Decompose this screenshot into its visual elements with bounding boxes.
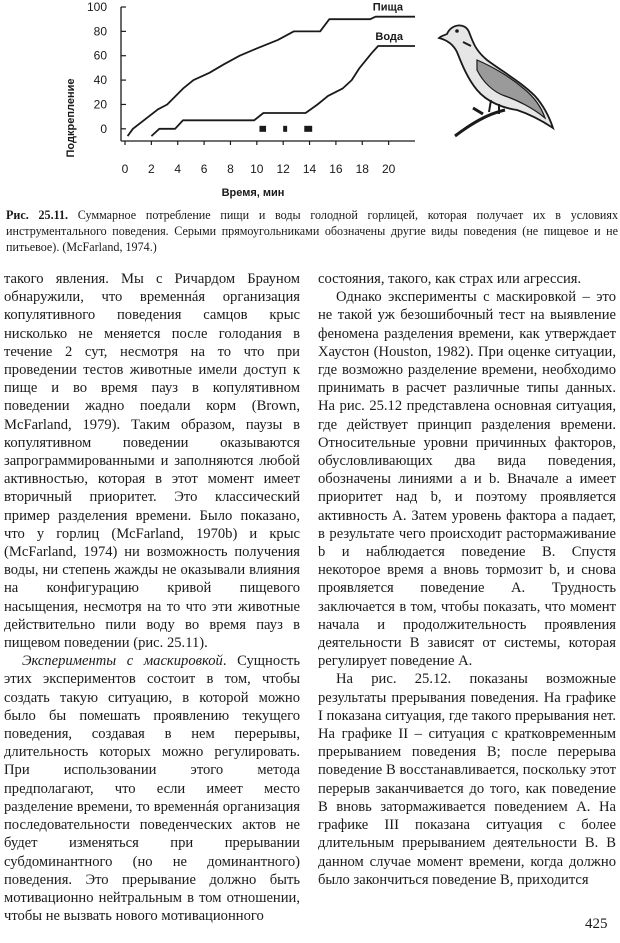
- y-tick-label: 100: [86, 0, 107, 14]
- other-activity-mark: [259, 126, 266, 132]
- x-tick-label: 18: [355, 162, 369, 176]
- section-heading-masking: Эксперименты с маскировкой: [22, 653, 223, 670]
- caption-text: Суммарное потребление пищи и воды голодной горлицей, которая получает их в условиях инструментального поведения. Серыми прямоугольниками обозначены другие виды поведения (не пищевое и не питьевое). (McFarland, 1974.): [6, 208, 618, 254]
- other-activity-mark: [283, 126, 287, 132]
- cumulative-intake-chart: [60, 0, 420, 205]
- x-tick-label: 0: [121, 162, 129, 176]
- right-paragraph-3: На рис. 25.12. показаны возможные результаты прерывания поведения. На графике I показана ситуация, где такого прерывания нет. На графике II – ситуация с кратковременным прерыванием поведения B; после перерыва поведение B восстанавливается, поскольку этот перерыв заканчивается до того, как поведение B вновь затормаживается поведением A. На графике III показана ситуация с более длительным прерыванием деятельности B. В данном случае момент времени, когда должно было закончиться поведение B, приходится: [318, 671, 616, 888]
- x-tick-label: 14: [302, 162, 317, 176]
- x-tick-label: 12: [276, 162, 290, 176]
- x-tick-label: 10: [250, 162, 264, 176]
- x-tick-label: 8: [227, 162, 234, 176]
- left-paragraph-2-body: . Сущность этих экспериментов состоит в том, чтобы создать такую ситуацию, в которой можно было бы помешать проявлению текущего поведения, создавая в нем перерывы, длительность которых можно регулировать. При использовании этого метода предполагают, что если имеет место разделение времени, то временнáя организация последовательности поведенческих актов не будет изменяться при прерывании субдоминантного (но не доминантного) поведения. Это прерывание должно быть мотивационно нейтральным в том отношении, чтобы не вызвать нового мотивационного: [4, 653, 300, 925]
- perch-branch: [455, 108, 505, 136]
- y-tick-label: 60: [93, 48, 107, 63]
- x-tick-label: 6: [200, 162, 208, 176]
- right-paragraph-2: Однако эксперименты с маскировкой – это не такой уж безошибочный тест на выявление феномена разделения времени, как утверждает Хаустон (Houston, 1982). При оценке ситуации, где возможно разделение времени, необходимо принимать в расчет различные типы данных. На рис. 25.12 представлена основная ситуация, где действует принцип разделения времени. Относительные уровни причинных факторов, обусловливающих два вида поведения, обозначены линиями a и b. Вначале a имеет приоритет над b, и поэтому проявляется активность A. Затем уровень фактора a падает, в результате чего происходит растормаживание b и наблюдается поведение B. Спустя некоторое время a вновь тормозит b, и снова проявляется поведение A. Трудность заключается в том, чтобы показать, что момент начала и продолжительность проявления деятельности B зависят от системы, которая регулирует поведение A.: [318, 289, 616, 670]
- series-label-water: Вода: [375, 30, 403, 43]
- left-paragraph-2: [4, 652, 300, 925]
- page-number: 425: [585, 916, 608, 932]
- y-tick-label: 40: [93, 73, 107, 88]
- dove-eye: [455, 29, 459, 33]
- y-tick-label: 80: [93, 24, 107, 39]
- x-tick-label: 4: [174, 162, 182, 176]
- figure: [0, 0, 620, 205]
- left-text-column: [4, 270, 300, 925]
- x-axis-label: Время, мин: [221, 187, 285, 199]
- x-tick-label: 16: [329, 162, 343, 176]
- series-line-food: [128, 17, 415, 136]
- figure-caption: [6, 207, 618, 255]
- x-tick-label: 2: [148, 162, 155, 176]
- caption-label: Рис. 25.11.: [6, 208, 69, 222]
- left-paragraph-1: такого явления. Мы с Ричардом Брауном обнаружили, что временнáя организация копулятивного поведения самцов крыс нисколько не меняется после голодания в течение 2 сут, несмотря на то что при проведении тестов животные имели доступ к пище и во время пауз в копулятивном поведении жадно поедали корм (Brown, McFarland, 1979). Таким образом, паузы в копулятивном поведении оказываются запрограммированными и заполняются любой активностью, которая в этот момент имеет вторичный приоритет. Это классический пример разделения времени. Было показано, что у горлиц (McFarland, 1970b) и крыс (McFarland, 1974) ни возможность получения воды, ни степень жажды не оказывали влияния на конфигурацию кривой пищевого насыщения, несмотря на то что эти животные действительно пили воду во время пауз в пищевом поведении (рис. 25.11).: [4, 271, 300, 652]
- y-tick-label: 20: [93, 97, 107, 112]
- series-label-food: Пища: [372, 1, 403, 14]
- right-paragraph-1: состояния, такого, как страх или агрессия.: [318, 271, 582, 287]
- other-activity-mark: [304, 126, 312, 132]
- turtle-dove-illustration: [425, 10, 565, 140]
- y-tick-label: 0: [100, 121, 107, 136]
- y-axis-label: Подкрепление: [65, 78, 77, 158]
- right-text-column: [318, 270, 616, 889]
- series-line-water: [151, 46, 415, 136]
- x-tick-label: 20: [381, 162, 396, 176]
